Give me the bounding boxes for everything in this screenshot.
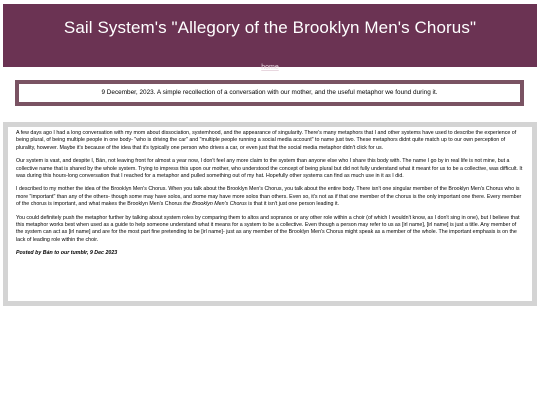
- home-link[interactable]: home: [261, 64, 279, 71]
- post-paragraph-3: [16, 186, 524, 208]
- post-paragraph-3-end: is that it isn't just one person leading it.: [246, 201, 340, 208]
- post-box: [3, 122, 537, 306]
- page-title: Sail System's "Allegory of the Brooklyn Men's Chorus": [63, 18, 477, 37]
- post-signature: Posted by Bán to our tumblr, 9 Dec 2023: [16, 250, 118, 257]
- post-paragraph-4: You could definitely push the metaphor further by talking about system roles by comparing them to altos and sopranos or any other role within a choir (of which I wouldn't know, as I don't sing in one), but I believe that this metaphor works best when used as a guide to help someone understand what it means for a system to be a collective. Even though a person may refer to us as [irl name], [irl name] is just a title. Any member of the system can act as [irl name] and are for the most part fine pretending to be [irl name]- just as any member of the Brooklyn Men's Chorus might speak as a member of the whole. The important emphasis is on the lack of leading role within the choir.: [16, 214, 520, 243]
- post-paragraph-2: Our system is vast, and despite I, Bán, not leaving front for almost a year now, I don't feel any more claim to the system than anyone else who I share this body with. The name I go by in real life is not mine, but a collective name that is shared by the whole system. Trying to impress this upon our mother, who understood the concept of being plural but did not fully understand what it meant for us to be a collective, was difficult. It was during this hours-long conversation that I reached for a metaphor and pulled something out of my hat. Hopefully other systems can find as much use in it as I did.: [16, 158, 523, 180]
- post-body: [8, 127, 532, 301]
- summary-box: [15, 80, 524, 106]
- post-paragraph-3-emphasis: the Brooklyn Men's Chorus: [183, 201, 247, 208]
- site-header: [3, 4, 537, 71]
- summary-text: 9 December, 2023. A simple recollection of a conversation with our mother, and the useful metaphor we found during it.: [19, 84, 520, 102]
- post-paragraph-3-text: I described to my mother the idea of the Brooklyn Men's Chorus. When you talk about the Brooklyn Men's Chorus, you talk about the entire body. There isn't one singular member of the Brooklyn Men's Chorus who is more "important" than any of the others- though some may have solos, and some may have more solos than others. Even so, it's not as if that one member of the chorus is the only important one there. Every member of the chorus is important, and what makes the Brooklyn Men's Chorus: [16, 186, 522, 208]
- post-paragraph-1: A few days ago I had a long conversation with my mom about dissociation, systemhood, and the appearance of singularity. There's many metaphors that I and other systems have used to describe the experience of being plural, of being multiple people in one body- "who is driving the car" and "multiple people running a social media account" to name just two. These metaphors didnt quite match up to our own perception of plurality, however. Maybe it's because of the idea that it's typically one person who drives a car, or even just that the social media metaphor didn't click for us.: [16, 130, 517, 151]
